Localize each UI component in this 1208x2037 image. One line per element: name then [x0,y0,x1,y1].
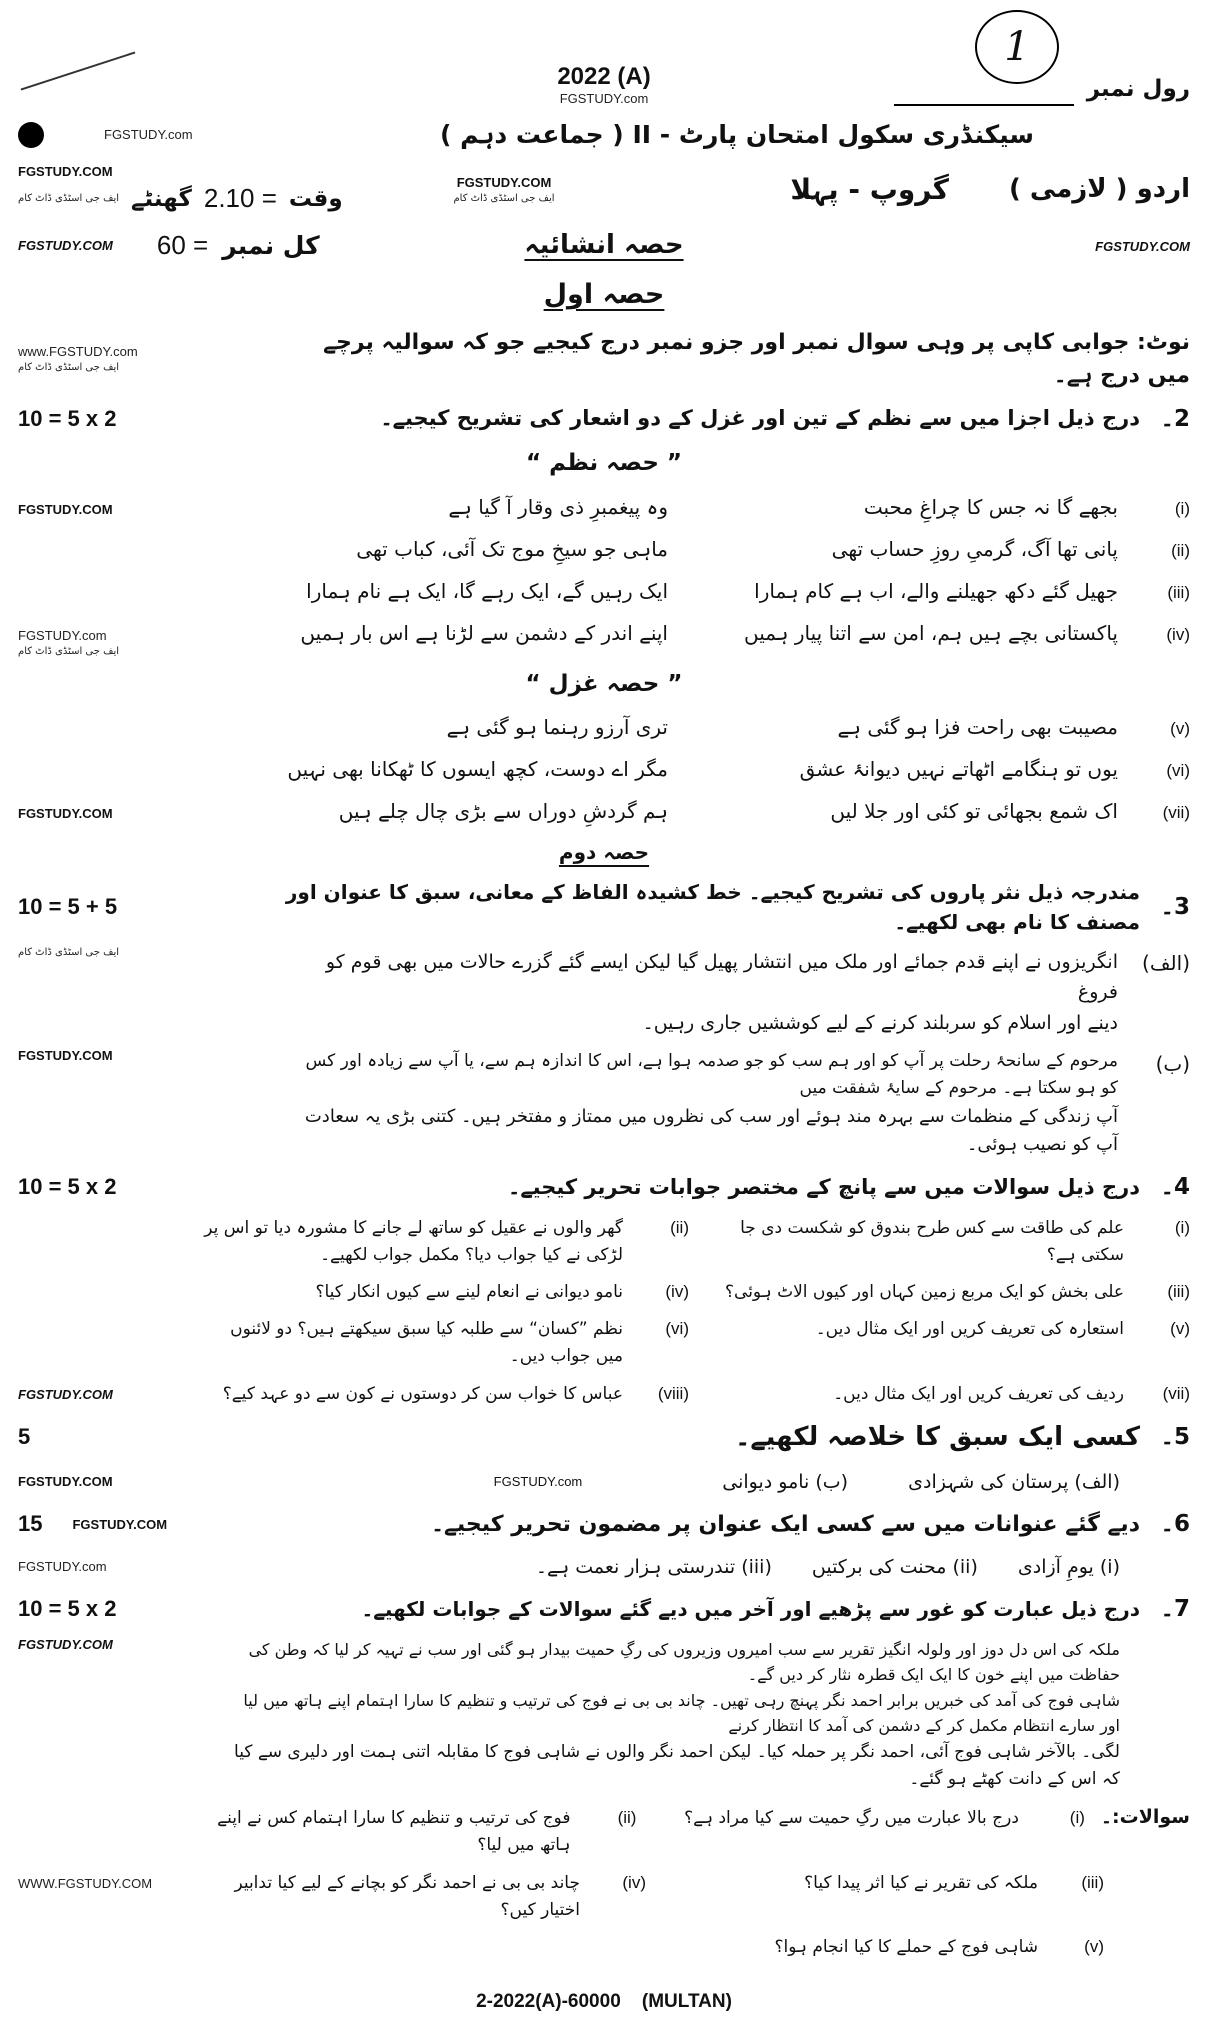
group: گروپ - پہلا [790,172,949,206]
verse-row [18,711,1190,743]
watermark: FGSTUDY.COM [18,1636,113,1652]
verse-first-hemistich: پانی تھا آگ، گرمیِ روزِ حساب تھی [831,536,1118,561]
q4-item [204,1279,689,1306]
verse-second-hemistich: ماہی جو سیخِ موج تک آئی، کباب تھی [356,536,668,561]
verse-row [18,533,1190,565]
verse-first-hemistich: یوں تو ہنگامے اٹھاتے نہیں دیوانۂ عشق [799,757,1118,781]
q4-item-label: (vi) [665,1319,689,1339]
q4-item-text: علم کی طاقت سے کس طرح بندوق کو شکست دی جا سکتی ہے؟ [740,1217,1124,1265]
q4-item [204,1215,689,1269]
part-one-heading: حصہ اول [543,279,665,310]
footer-code: 2-2022(A)-60000 (MULTAN) [476,1991,732,2013]
q3-passage-label: (الف) [1142,951,1190,975]
q3-passage-text: آپ زندگی کے منظمات سے بہرہ مند ہوئے اور سب کی نظروں میں ممتاز و مفتخر ہیں۔ کتنی بڑی یہ سعادت آپ کو نصیب ہوئی۔ [304,1105,1118,1156]
watermark-area [18,628,218,657]
q4-item [705,1215,1190,1269]
watermark: FGSTUDY.COM [456,175,552,191]
verse-row [18,491,1190,523]
handwritten-mark: 1 [1004,24,1030,70]
verse-label: (vii) [1162,803,1190,822]
q3-passage [18,1048,1190,1160]
q4-item-label: (iv) [665,1282,689,1302]
q6-option: (i) یومِ آزادی [1017,1555,1120,1578]
q7-question [652,1805,1084,1832]
q4-item-text: عباس کا خواب سن کر دوستوں نے کون سے دو عہد کیے؟ [222,1383,623,1404]
q6-option: (ii) محنت کی برکتیں [811,1555,978,1578]
q7-questions-label: سوالات:۔ [1100,1806,1190,1829]
verse-row [18,617,1190,657]
q4-item-label: (viii) [657,1383,689,1403]
q7-questions-row [18,1934,1190,1961]
verse-first-hemistich: جھیل گئے دکھ جھیلنے والے، اب ہے کام ہمارا [754,578,1118,603]
verse-second-hemistich: ہم گردشِ دوراں سے بڑی چال چلے ہیں [338,799,668,823]
q7-question [662,1870,1104,1897]
q3-passage [18,947,1190,1038]
verse-row [18,575,1190,607]
total-marks-label: کل نمبر [222,230,320,260]
q4-item-text: گھر والوں نے عقیل کو ساتھ لے جانے کا مشورہ دیا تو اس پر لڑکی نے کیا جواب دیا؟ مکمل جواب لکھیے۔ [204,1217,623,1265]
watermark-area [18,1876,188,1891]
q4-marks: 10 = 5 x 2 [18,1174,117,1200]
q4-item-label: (i) [1174,1217,1190,1237]
punch-hole-dot [18,122,44,148]
section-title: حصہ انشائیہ [524,230,684,260]
q4-item-label: (iii) [1167,1282,1190,1302]
watermark-urdu: ایف جی اسٹڈی ڈاٹ کام [18,947,120,958]
q4-item [705,1381,1190,1408]
q7-question-text: فوج کی ترتیب و تنظیم کا سارا اہتمام کس نے اپنے ہاتھ میں لیا؟ [217,1808,571,1856]
q2-marks: 10 = 5 x 2 [18,405,117,431]
subject: اردو ( لازمی ) [1008,174,1190,205]
q6-row [18,1507,1190,1542]
q3-passage-text: دینے اور اسلام کو سربلند کرنے کے لیے کوششیں جاری رہیں۔ [642,1011,1118,1034]
q4-items-row [18,1215,1190,1269]
q4-item-text: نامو دیوانی نے انعام لینے سے کیوں انکار کیا؟ [315,1282,623,1303]
nazm-heading: ” حصہ نظم “ [525,450,683,476]
q3-number: 3۔ [1160,893,1190,920]
q2-text: درج ذیل اجزا میں سے نظم کے تین اور غزل کے دو اشعار کی تشریح کیجیے۔ [380,406,1140,430]
q7-marks: 10 = 5 x 2 [18,1596,117,1622]
verse-first-hemistich: اک شمع بجھائی تو کئی اور جلا لیں [830,799,1118,823]
q4-item-text: ردیف کی تعریف کریں اور ایک مثال دیں۔ [833,1383,1124,1404]
watermark: FGSTUDY.COM [18,238,113,253]
q4-items-row [18,1381,1190,1408]
watermark: FGSTUDY.com [104,127,193,143]
q7-question-label: (ii) [617,1808,637,1828]
watermark: FGSTUDY.COM [18,501,113,517]
q2-row [18,402,1190,437]
verse-second-hemistich: مگر اے دوست، کچھ ایسوں کا ٹھکانا بھی نہیں [287,757,668,781]
scan-mark [21,52,136,91]
q7-paragraph-line: لگی۔ بالآخر شاہی فوج آئی، احمد نگر پر حملہ کیا۔ لیکن احمد نگر والوں نے شاہی فوج کا مقابلہ اتنی ہمت اور دلیری سے کیا کہ اس کے دانت کھٹے ہو گئے۔ [234,1741,1120,1790]
watermark-area [18,502,218,517]
time-value: = 2.10 [203,183,277,214]
q4-item [705,1279,1190,1306]
verse-row [18,753,1190,785]
verse-label: (v) [1170,719,1190,738]
note-row [18,326,1190,392]
watermark-area [18,1387,188,1402]
watermark-urdu: ایف جی اسٹڈی ڈاٹ کام [18,193,120,205]
q7-paragraph-line: شاہی فوج کی آمد کی خبریں برابر احمد نگر پہنچ رہی تھیں۔ چاند بی بی نے فوج کی ترتیب و تنظیم کا سارا اہتمام اپنے ہاتھ میں لیا اور سارے انتظام مکمل کر کے دشمن کی آمد کا انتظار کرنے [243,1690,1120,1736]
q3-marks: 10 = 5 + 5 [18,894,118,919]
verse-label: (iii) [1167,582,1190,602]
title-row [18,116,1190,154]
q4-item [204,1381,689,1408]
q7-number: 7۔ [1160,1596,1190,1623]
q7-question-label: (v) [1084,1937,1104,1957]
q4-item-text: استعارہ کی تعریف کریں اور ایک مثال دیں۔ [815,1319,1124,1340]
paper-code: 2022 (A) [557,63,651,90]
watermark-area [18,806,218,821]
q4-item-label: (vii) [1162,1383,1190,1403]
q6-text: دیے گئے عنوانات میں سے کسی ایک عنوان پر مضمون تحریر کیجیے۔ [431,1511,1140,1537]
ghazal-heading-row [18,667,1190,702]
q5-row [18,1418,1190,1457]
watermark: FGSTUDY.COM [72,1516,168,1532]
q5-option: (ب) نامو دیوانی [722,1470,849,1493]
q4-item-label: (v) [1170,1319,1190,1339]
q4-item-text: نظم ”کسان“ سے طلبہ کیا سبق سیکھتے ہیں؟ دو لائنوں میں جواب دیں۔ [230,1319,623,1367]
watermark-urdu: ایف جی اسٹڈی ڈاٹ کام [18,645,120,657]
q4-item [204,1316,689,1370]
q7-question-label: (iii) [1081,1872,1104,1892]
watermark: FGSTUDY.com [493,1474,583,1490]
total-marks-value: = 60 [156,230,209,260]
q3-passage-text: انگریزوں نے اپنے قدم جمائے اور ملک میں انتشار پھیل گیا لیکن ایسے گئے گزرے حالات میں بھی قوم کو فروغ [325,951,1118,1004]
q5-marks: 5 [18,1424,31,1450]
q6-number: 6۔ [1160,1511,1190,1538]
roll-number-label: رول نمبر [1086,75,1190,102]
verse-second-hemistich: تری آرزو رہنما ہو گئی ہے [446,715,668,739]
q6-option: (iii) تندرستی ہزار نعمت ہے۔ [535,1555,772,1578]
q7-question-text: چاند بی بی نے احمد نگر کو بچانے کے لیے کیا تدابیر اختیار کیں؟ [234,1872,580,1920]
handwritten-circle [975,10,1059,84]
q7-questions-row [18,1803,1190,1859]
q4-item [705,1316,1190,1343]
q7-question-label: (i) [1069,1808,1085,1828]
q4-row [18,1170,1190,1205]
watermark: FGSTUDY.com [18,1559,107,1575]
watermark: FGSTUDY.COM [18,1386,113,1402]
watermark: FGSTUDY.com [18,627,107,643]
q4-item-label: (ii) [670,1217,689,1237]
q7-paragraph-line: ملکہ کی اس دل دوز اور ولولہ انگیز تقریر سے سب امیروں وزیروں کی رگِ حمیت بیدار ہو گئی اور سب نے تہیہ کر لیا کہ وطن کی حفاظت میں اپنے خون کا ایک ایک قطرہ نثار کر دیں گے۔ [248,1639,1120,1685]
verse-second-hemistich: ایک رہیں گے، ایک رہے گا، ایک ہے نام ہمارا [306,578,668,603]
q5-options-row [18,1467,1190,1497]
q3-text: مندرجہ ذیل نثر پاروں کی تشریح کیجیے۔ خط کشیدہ الفاظ کے معانی، سبق کا عنوان اور مصنف کا نام بھی لکھیے۔ [285,880,1140,934]
verse-first-hemistich: بجھے گا نہ جس کا چراغِ محبت [863,494,1118,519]
q4-items-row [18,1316,1190,1370]
watermark: WWW.FGSTUDY.COM [18,1875,153,1891]
q7-questions-row [18,1870,1190,1924]
q6-options-row [18,1552,1190,1582]
q7-question-text: درج بالا عبارت میں رگِ حمیت سے کیا مراد ہے؟ [684,1808,1019,1829]
exam-title: سیکنڈری سکول امتحان پارٹ - II ( جماعت دہم ) [439,120,1035,149]
watermark: www.FGSTUDY.com [18,344,138,359]
q3-passage-text: مرحوم کے سانحۂ رحلت پر آپ کو اور ہم سب کو جو صدمہ ہوا ہے، اس کا اندازہ ہم سے، یا آپ سے زیادہ اور کس کو ہو سکتا ہے۔ مرحوم کے سایۂ شفقت میں [305,1051,1118,1099]
q5-text: کسی ایک سبق کا خلاصہ لکھیے۔ [735,1421,1140,1452]
verse-first-hemistich: پاکستانی بچے ہیں ہم، امن سے اتنا پیار ہمیں [743,620,1118,645]
watermark: FGSTUDY.COM [1095,239,1190,254]
verse-second-hemistich: وہ پیغمبرِ ذی وقار آ گیا ہے [448,494,668,519]
q4-item-text: علی بخش کو ایک مربع زمین کہاں اور کیوں الاٹ ہوئی؟ [725,1282,1124,1303]
q3-row [18,877,1190,937]
verse-second-hemistich: اپنے اندر کے دشمن سے لڑنا ہے اس بار ہمیں [300,620,668,645]
verse-label: (ii) [1171,540,1190,560]
q7-question-text: شاہی فوج کے حملے کا کیا انجام ہوا؟ [774,1937,1038,1958]
verse-label: (iv) [1166,624,1190,644]
q4-text: درج ذیل سوالات میں سے پانچ کے مختصر جوابات تحریر کیجیے۔ [508,1174,1140,1199]
instruction-note: نوٹ: جوابی کاپی پر وہی سوال نمبر اور جزو نمبر درج کیجیے جو کہ سوالیہ پرچے میں درج ہے۔ [323,329,1190,388]
verse-first-hemistich: مصیبت بھی راحت فزا ہو گئی ہے [837,715,1118,739]
q7-question [662,1934,1104,1961]
watermark-urdu: ایف جی اسٹڈی ڈاٹ کام [18,362,120,373]
marks-row [18,226,1190,265]
nazm-heading-row [18,446,1190,481]
verse-row [18,795,1190,827]
q7-question [204,1870,646,1924]
part-two-heading: حصہ دوم [558,840,650,864]
ghazal-heading: ” حصہ غزل “ [525,670,683,697]
watermark-urdu: ایف جی اسٹڈی ڈاٹ کام [453,193,555,205]
watermark: FGSTUDY.com [559,91,649,106]
q7-question [204,1805,636,1859]
q7-row [18,1592,1190,1627]
q5-number: 5۔ [1160,1424,1190,1451]
q5-option: (الف) پرستان کی شہزادی [908,1470,1120,1493]
time-unit: گھنٹے [131,185,192,212]
watermark: FGSTUDY.COM [18,1474,113,1490]
q6-marks: 15 [18,1511,43,1537]
q4-number: 4۔ [1160,1174,1190,1201]
part-two-row [18,837,1190,867]
watermark: FGSTUDY.COM [18,1048,113,1064]
q7-text: درج ذیل عبارت کو غور سے پڑھیے اور آخر میں دیے گئے سوالات کے جوابات لکھیے۔ [361,1597,1140,1622]
q4-items-row [18,1279,1190,1306]
time-label: وقت [288,185,343,212]
watermark: FGSTUDY.COM [18,806,113,821]
part-one-row [18,275,1190,316]
q7-question-label: (iv) [622,1872,646,1892]
q2-number: 2۔ [1160,405,1190,432]
watermark: FGSTUDY.COM [18,163,113,179]
q7-paragraph [18,1637,1190,1794]
verse-label: (i) [1174,498,1190,518]
roll-number-line[interactable] [894,104,1074,106]
subject-row [18,164,1190,217]
q7-question-text: ملکہ کی تقریر نے کیا اثر پیدا کیا؟ [804,1872,1038,1893]
q3-passage-label: (ب) [1155,1052,1190,1077]
verse-label: (vi) [1166,761,1190,780]
